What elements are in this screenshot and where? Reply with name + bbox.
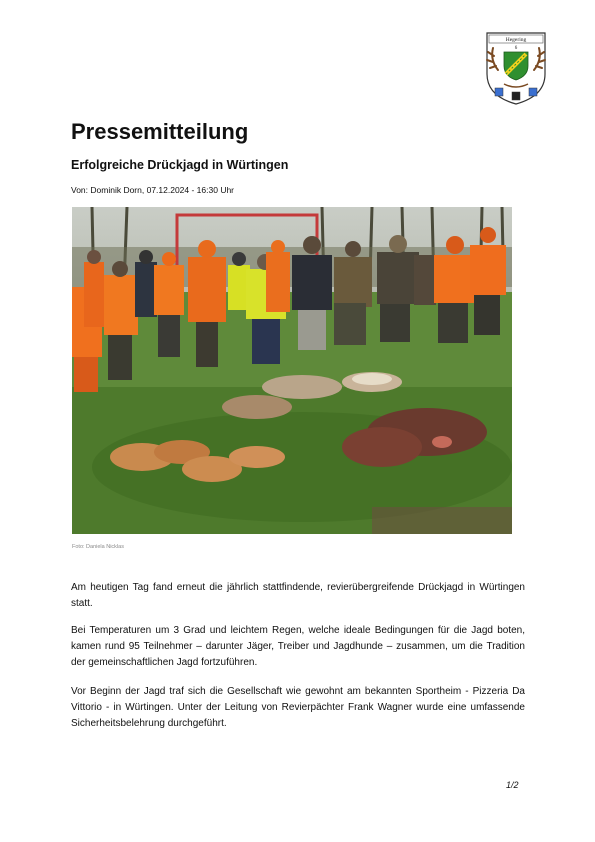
body-paragraph-3: Vor Beginn der Jagd traf sich die Gesellschaft wie gewohnt am bekannten Sportheim - Pizzeria Da Vittorio - in Würtingen. Unter der Leitung von Revierpächter Frank Wagner wurde eine umfassende Sicherheitsbelehrung durchgeführt. <box>71 686 525 729</box>
body-paragraph-1: Am heutigen Tag fand erneut die jährlich stattfindende, revierübergreifende Drückjagd in Würtingen statt. <box>71 582 525 609</box>
crest-number: 6 <box>514 46 518 51</box>
hegering-crest-logo <box>484 30 548 106</box>
page-number: 1/2 <box>506 780 519 790</box>
hunt-group-photo <box>72 207 512 534</box>
crest-label: Hegering <box>505 37 527 43</box>
byline: Von: Dominik Dorn, 07.12.2024 - 16:30 Uhr <box>71 185 235 195</box>
page-subtitle: Erfolgreiche Drückjagd in Würtingen <box>71 158 289 172</box>
page-title: Pressemitteilung <box>71 119 249 144</box>
photo-caption: Foto: Daniela Nicklas <box>72 544 124 550</box>
body-paragraph-2: Bei Temperaturen um 3 Grad und leichtem Regen, welche ideale Bedingungen für die Jagd boten, kamen rund 95 Teilnehmer – darunter Jäger, Treiber und Jagdhunde – zusammen, um die Tradition der gemeinschaftlichen Jagd fortzuführen. <box>71 625 525 668</box>
